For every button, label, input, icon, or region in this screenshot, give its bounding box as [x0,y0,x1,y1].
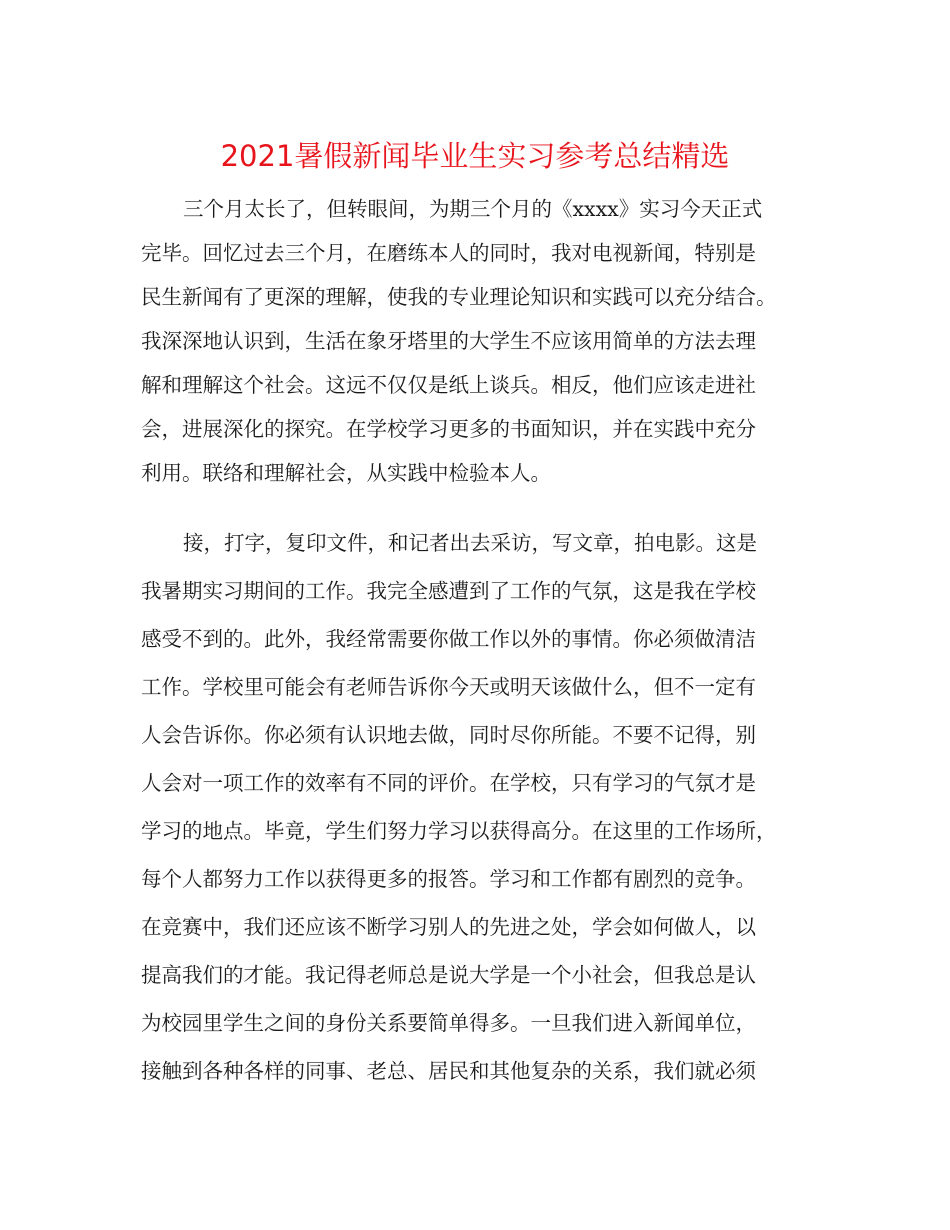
text-line: 人会告诉你。你必须有认识地去做，同时尽你所能。不要不记得，别 [141,723,756,747]
text-line: 每个人都努力工作以获得更多的报答。学习和工作都有剧烈的竞争。 [141,867,756,891]
text-line: 感受不到的。此外，我经常需要你做工作以外的事情。你必须做清洁 [141,627,756,651]
text-line: 三个月太长了，但转眼间，为期三个月的《xxxx》实习今天正式 [183,197,763,221]
text-line: 会，进展深化的探究。在学校学习更多的书面知识，并在实践中充分 [141,417,756,441]
text-line: 学习的地点。毕竟，学生们努力学习以获得高分。在这里的工作场所， [141,819,777,843]
text-line: 利用。联络和理解社会，从实践中检验本人。 [141,461,551,485]
text-line: 接，打字，复印文件，和记者出去采访，写文章，拍电影。这是 [183,531,757,555]
text-line: 工作。学校里可能会有老师告诉你今天或明天该做什么，但不一定有 [141,675,756,699]
document-title: 2021暑假新闻毕业生实习参考总结精选 [220,139,730,173]
text-line: 在竞赛中，我们还应该不断学习别人的先进之处，学会如何做人，以 [141,915,756,939]
text-line: 解和理解这个社会。这远不仅仅是纸上谈兵。相反，他们应该走进社 [141,373,756,397]
text-line: 我暑期实习期间的工作。我完全感遭到了工作的气氛，这是我在学校 [141,579,756,603]
text-line: 提高我们的才能。我记得老师总是说大学是一个小社会，但我总是认 [141,963,756,987]
text-line: 为校园里学生之间的身份关系要简单得多。一旦我们进入新闻单位， [141,1011,756,1035]
text-line: 民生新闻有了更深的理解，使我的专业理论知识和实践可以充分结合。 [141,285,777,309]
text-line: 人会对一项工作的效率有不同的评价。在学校，只有学习的气氛才是 [141,771,756,795]
text-line: 接触到各种各样的同事、老总、居民和其他复杂的关系，我们就必须 [141,1059,756,1083]
text-line: 我深深地认识到，生活在象牙塔里的大学生不应该用简单的方法去理 [141,329,756,353]
text-line: 完毕。回忆过去三个月，在磨练本人的同时，我对电视新闻，特别是 [141,241,756,265]
